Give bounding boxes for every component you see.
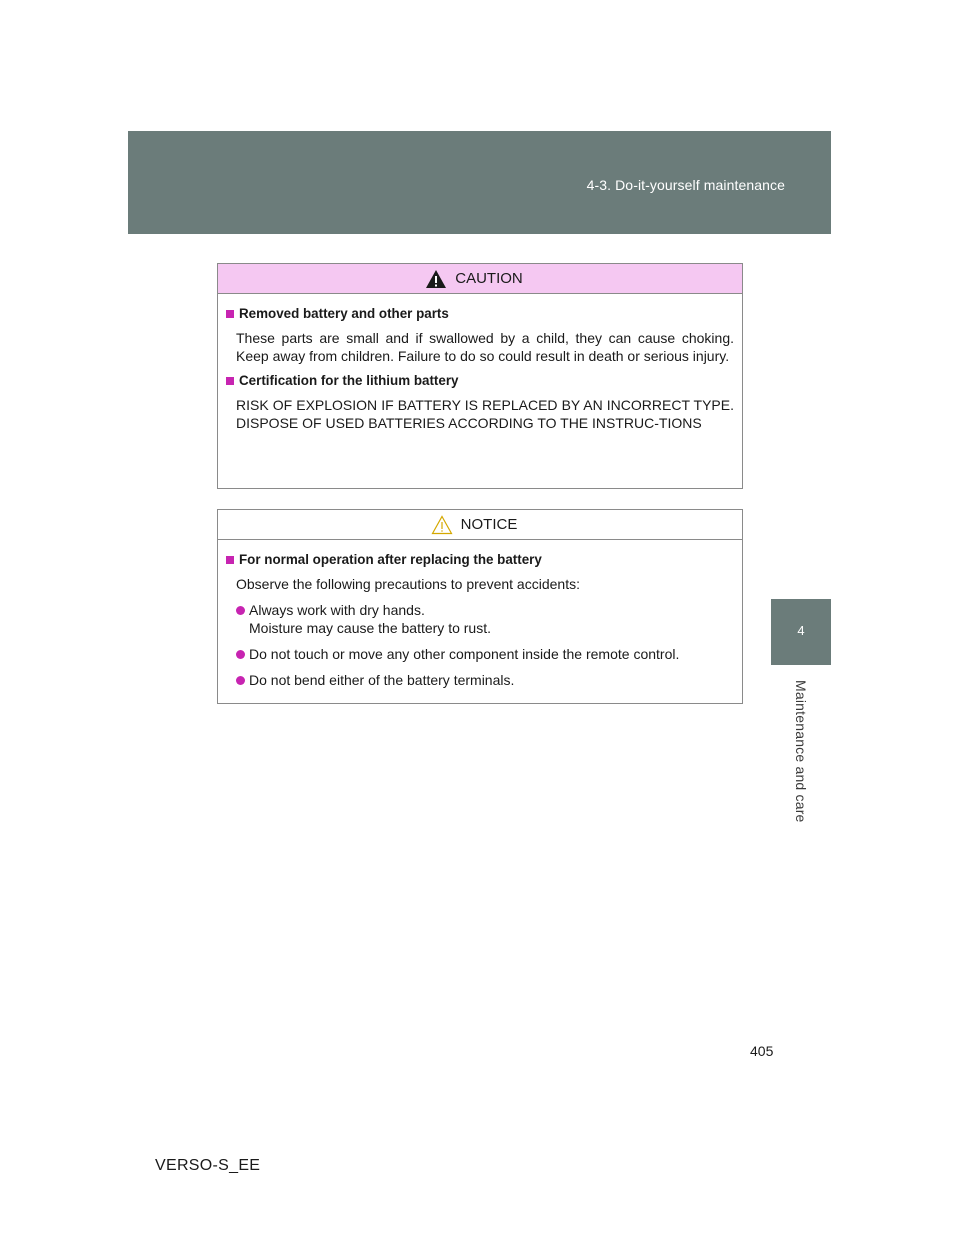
section-title: 4-3. Do-it-yourself maintenance	[586, 177, 785, 193]
caution-item-text: These parts are small and if swallowed by a child, they can cause choking. Keep away from children. Failure to do so could result in death or serious injury.	[236, 330, 734, 364]
chapter-label: Maintenance and care	[793, 680, 809, 823]
list-item: Do not touch or move any other component inside the remote control.	[226, 645, 734, 663]
list-item: Do not bend either of the battery terminals.	[226, 671, 734, 689]
caution-item-title: Certification for the lithium battery	[226, 373, 734, 388]
header-band	[128, 131, 831, 234]
notice-heading: NOTICE	[460, 516, 518, 533]
square-bullet-icon	[226, 310, 234, 318]
chapter-number: 4	[797, 623, 805, 638]
model-code: VERSO-S_EE	[155, 1157, 261, 1174]
notice-header	[218, 510, 742, 540]
notice-item-title: For normal operation after replacing the battery	[226, 552, 734, 567]
page-number: 405	[750, 1043, 774, 1059]
caution-heading: CAUTION	[455, 270, 523, 287]
warning-triangle-outline-icon	[431, 515, 453, 535]
caution-box	[217, 263, 743, 489]
square-bullet-icon	[226, 377, 234, 385]
warning-triangle-filled-icon	[425, 269, 447, 289]
caution-item-title: Removed battery and other parts	[226, 306, 734, 321]
caution-header	[218, 264, 742, 294]
round-bullet-icon	[236, 606, 245, 615]
list-item: Always work with dry hands. Moisture may cause the battery to rust.	[226, 601, 734, 637]
chapter-tab	[771, 599, 831, 665]
square-bullet-icon	[226, 556, 234, 564]
round-bullet-icon	[236, 650, 245, 659]
caution-item-text: RISK OF EXPLOSION IF BATTERY IS REPLACED BY AN INCORRECT TYPE. DISPOSE OF USED BATTERIES ACCORDING TO THE INSTRUC-TIONS	[236, 397, 734, 431]
round-bullet-icon	[236, 676, 245, 685]
notice-box	[217, 509, 743, 704]
notice-intro: Observe the following precautions to prevent accidents:	[236, 576, 580, 592]
